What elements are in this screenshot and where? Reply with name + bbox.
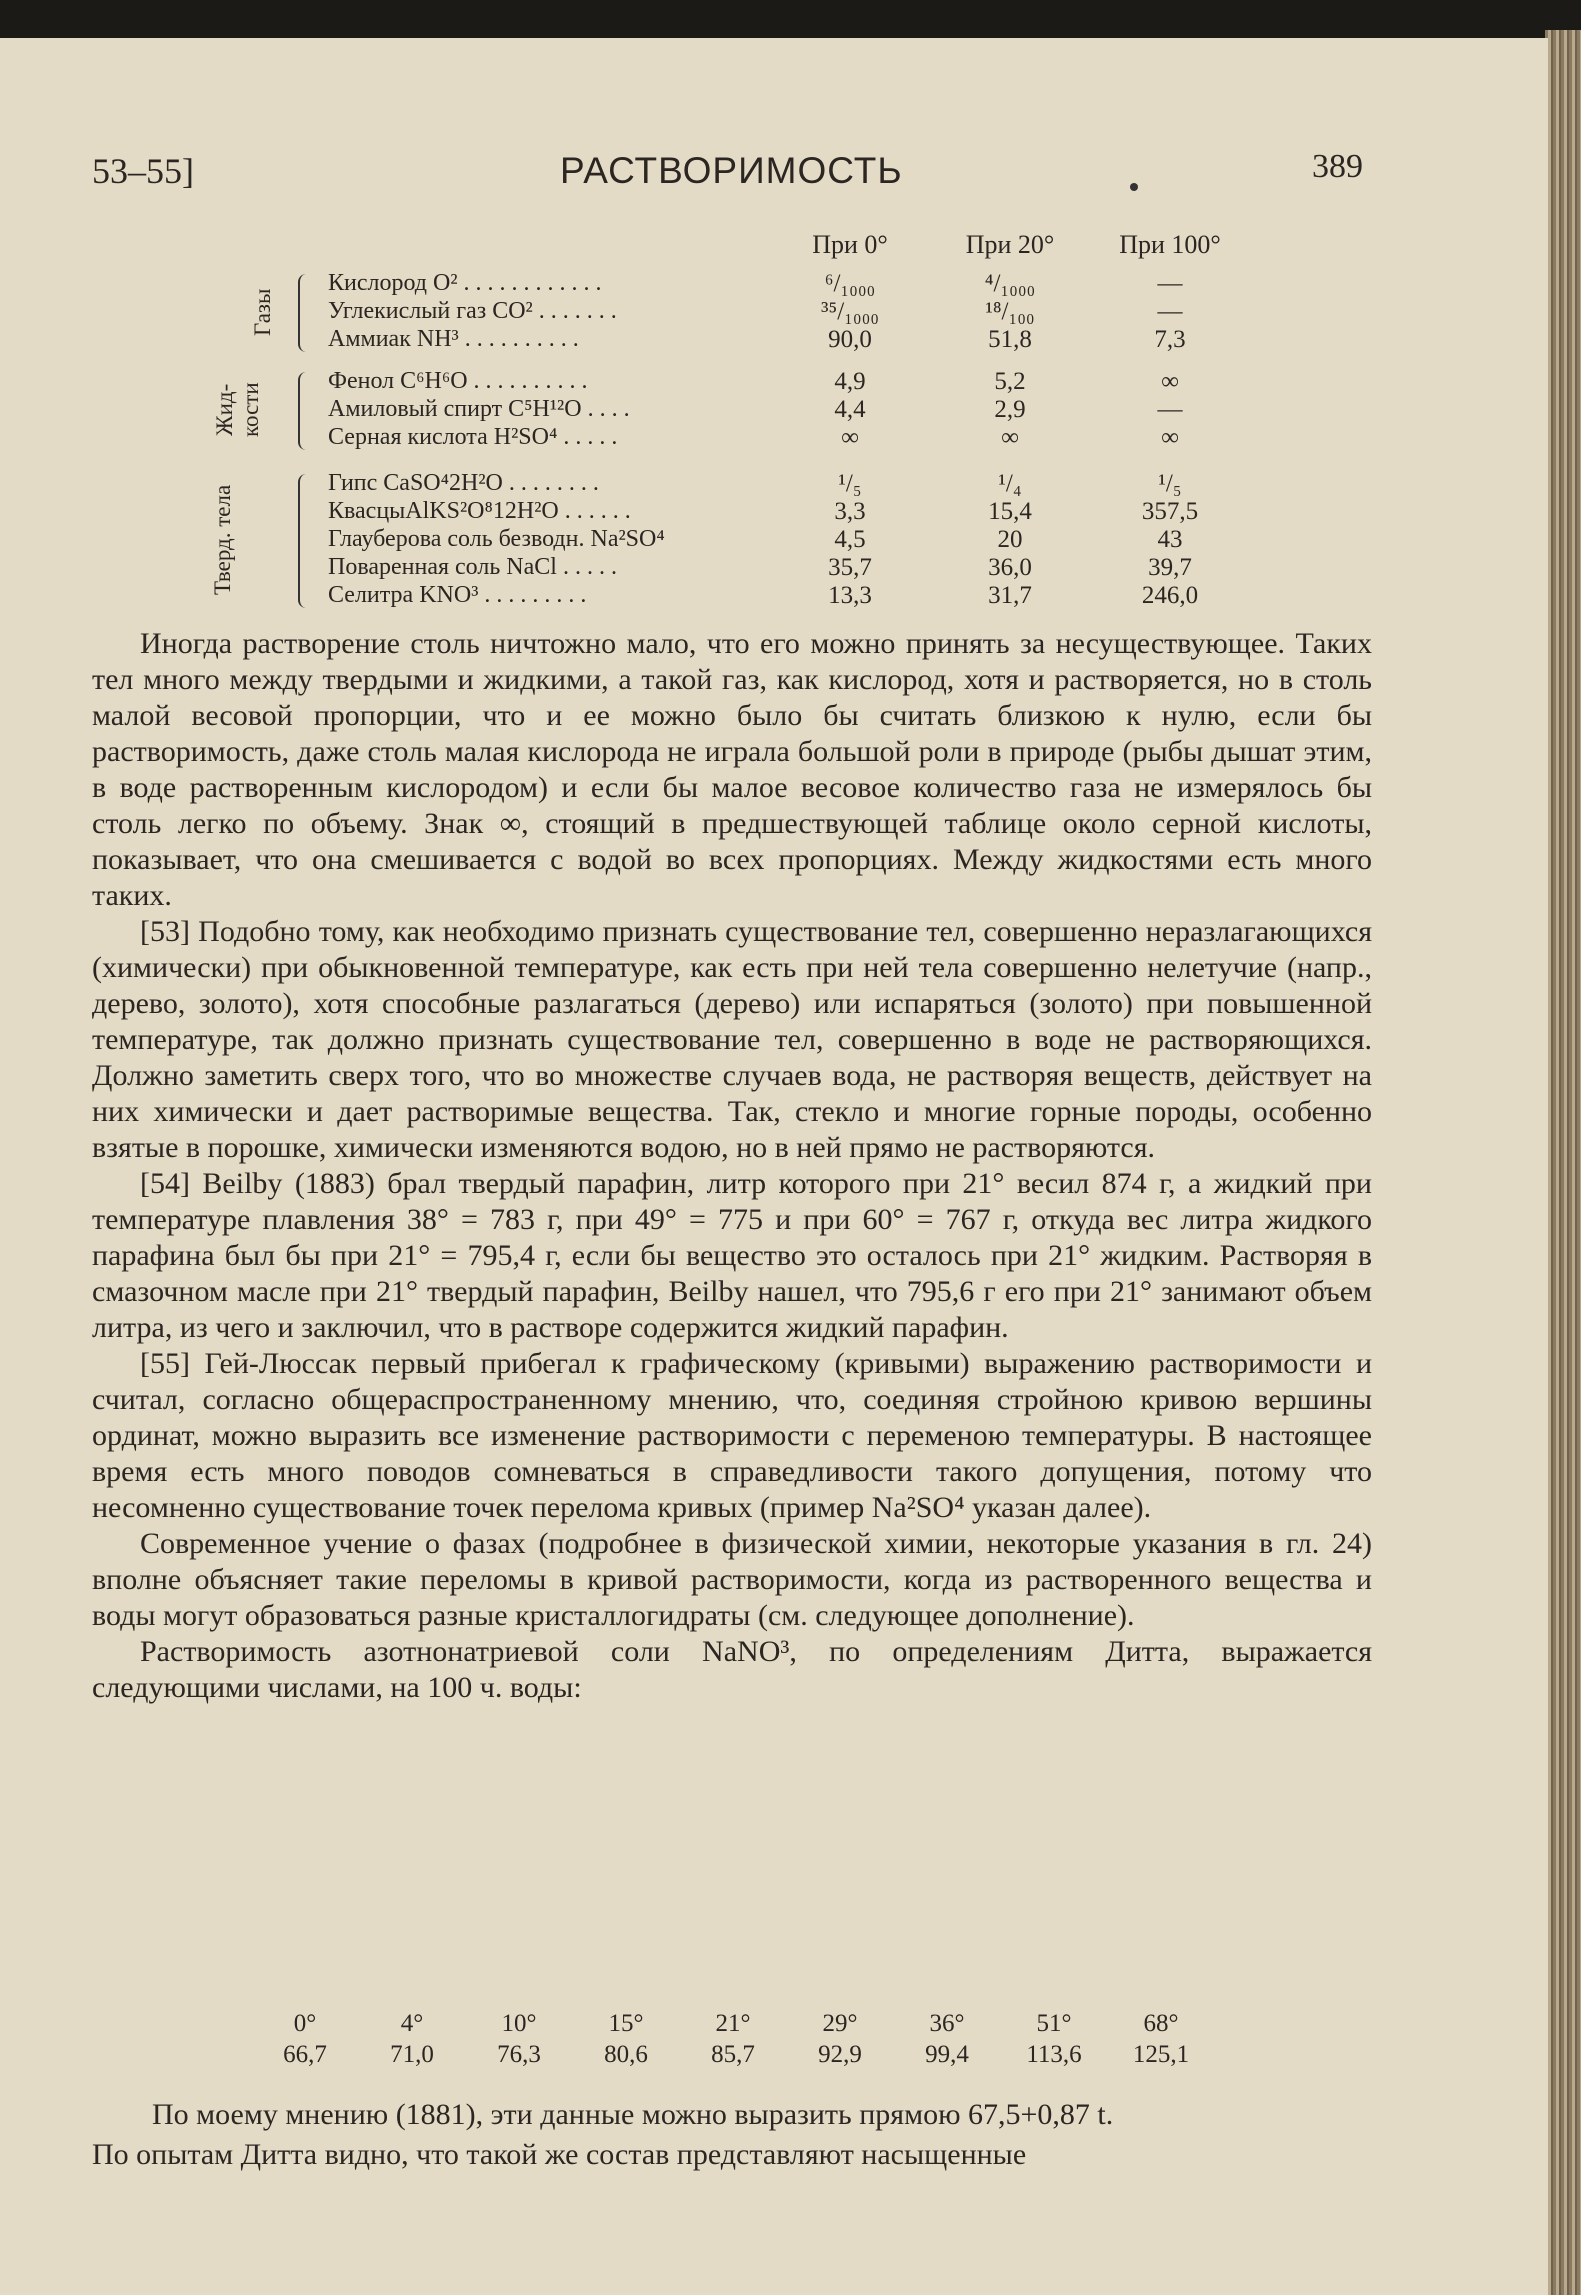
table-cell: 4,4 bbox=[834, 396, 866, 423]
solubility-column bbox=[581, 2008, 671, 2070]
solubility-value: 71,0 bbox=[390, 2041, 434, 2068]
table-cell: 90,0 bbox=[828, 326, 872, 353]
table-cell: ¹/₅ bbox=[838, 470, 862, 497]
solubility-column bbox=[1116, 2008, 1206, 2070]
substance-name: Селитра KNO³ . . . . . . . . . bbox=[328, 582, 587, 608]
group-label: Жид-кости bbox=[212, 382, 263, 438]
group-label: Тверд. тела bbox=[210, 484, 235, 596]
table-row bbox=[200, 498, 1240, 528]
table-cell: 51,8 bbox=[988, 326, 1032, 353]
paragraph: Современное учение о фазах (подробнее в физической химии, некоторые указания в гл. 24) вполне объясняет такие переломы в кривой растворимости, когда из растворенного вещества и воды могут образоваться разные кристаллогидраты (см. следующее дополнение). bbox=[92, 1527, 1372, 1632]
table-cell: ⁴/₁₀₀₀ bbox=[984, 270, 1036, 297]
temperature-value: 21° bbox=[715, 2010, 751, 2037]
table-cell: 15,4 bbox=[988, 498, 1032, 525]
substance-name: Поваренная соль NaCl . . . . . bbox=[328, 554, 617, 580]
substance-name: Гипс CaSO⁴2H²O . . . . . . . . bbox=[328, 470, 599, 496]
table-cell: 13,3 bbox=[828, 582, 872, 609]
table-cell: 4,5 bbox=[834, 526, 866, 553]
paragraph: [55] Гей-Люссак первый прибегал к графическому (кривыми) выражению растворимости и считал, согласно общераспространенному мнению, что, соединяя стройною кривою вершины ординат, можно выразить все изменение растворимости с переменою температуры. В настоящее время есть много поводов сомневаться в справедливости такого допущения, потому что несомненно существование точек перелома кривых (пример Na²SO⁴ указан далее). bbox=[92, 1347, 1372, 1524]
table-cell: ∞ bbox=[1161, 424, 1179, 451]
temperature-value: 68° bbox=[1143, 2010, 1179, 2037]
section-range: 53–55] bbox=[92, 151, 194, 191]
table-cell: ∞ bbox=[841, 424, 859, 451]
table-cell: ∞ bbox=[1001, 424, 1019, 451]
substance-name: Аммиак NH³ . . . . . . . . . . bbox=[328, 326, 579, 352]
table-row bbox=[200, 368, 1240, 398]
paragraph: По моему мнению (1881), эти данные можно выразить прямою 67,5+0,87 t. bbox=[152, 2098, 1114, 2131]
temperature-value: 15° bbox=[608, 2010, 644, 2037]
table-row bbox=[200, 396, 1240, 426]
table-row bbox=[200, 270, 1240, 300]
table-row bbox=[200, 554, 1240, 584]
table-cell: 7,3 bbox=[1154, 326, 1186, 353]
table-cell: 39,7 bbox=[1148, 554, 1192, 581]
solubility-column bbox=[260, 2008, 350, 2070]
solubility-value: 80,6 bbox=[604, 2041, 648, 2068]
book-spine bbox=[1545, 30, 1581, 2295]
table-cell: 20 bbox=[997, 526, 1023, 553]
solubility-value: 76,3 bbox=[497, 2041, 541, 2068]
table-cell: 36,0 bbox=[988, 554, 1032, 581]
table-cell: — bbox=[1157, 298, 1183, 325]
paragraph: [54] Beilby (1883) брал твердый парафин, литр которого при 21° весил 874 г, а жидкий при температуре плавления 38° = 783 г, при 49° = 775 и при 60° = 767 г, откуда вес литра жидкого парафина был бы при 21° = 795,4 г, если бы вещество это осталось при 21° жидким. Растворяя в смазочном масле при 21° твердый парафин, Beilby нашел, что 795,6 г его при 21° занимают объем литра, из чего и заключил, что в растворе содержится жидкий парафин. bbox=[92, 1167, 1372, 1344]
table-cell: 31,7 bbox=[988, 582, 1032, 609]
solubility-value: 92,9 bbox=[818, 2041, 862, 2068]
table-row bbox=[200, 326, 1240, 356]
substance-name: Глауберова соль безводн. Na²SO⁴ bbox=[328, 526, 665, 552]
paragraph: [53] Подобно тому, как необходимо признать существование тел, совершенно неразлагающихся (химически) при обыкновенной температуре, как есть при ней тела совершенно нелетучие (напр., дерево, золото), хотя способные разлагаться (дерево) или испаряться (золото) при повышенной температуре, так должно признать существование тел, совершенно в воде не растворяющихся. Должно заметить сверх того, что во множестве случаев вода, не растворяя веществ, действует на них химически и дает растворимые вещества. Так, стекло и многие горные породы, особенно взятые в порошке, химически изменяются водою, но в ней прямо не растворяются. bbox=[92, 915, 1372, 1164]
temperature-value: 10° bbox=[501, 2010, 537, 2037]
table-cell: 357,5 bbox=[1141, 498, 1199, 525]
substance-name: Фенол C⁶H⁶O . . . . . . . . . . bbox=[328, 368, 588, 394]
table-cell: 4,9 bbox=[834, 368, 866, 395]
table-cell: ¹/₄ bbox=[998, 470, 1022, 497]
paragraph: Растворимость азотнонатриевой соли NaNO³, по определениям Дитта, выражается следующими числами, на 100 ч. воды: bbox=[92, 1635, 1372, 1704]
solubility-column bbox=[902, 2008, 992, 2070]
column-header: При 0° bbox=[812, 230, 888, 259]
table-cell: — bbox=[1157, 396, 1183, 423]
solubility-column bbox=[474, 2008, 564, 2070]
temperature-value: 51° bbox=[1036, 2010, 1072, 2037]
table-row bbox=[200, 298, 1240, 328]
solubility-value: 66,7 bbox=[283, 2041, 327, 2068]
table-cell: ¹/₅ bbox=[1158, 470, 1182, 497]
temperature-value: 0° bbox=[293, 2010, 317, 2037]
solubility-value: 85,7 bbox=[711, 2041, 755, 2068]
column-header: При 100° bbox=[1119, 230, 1221, 259]
closing-text bbox=[92, 2095, 1372, 2175]
temperature-value: 29° bbox=[822, 2010, 858, 2037]
solubility-value: 113,6 bbox=[1026, 2041, 1082, 2068]
table-row bbox=[200, 424, 1240, 454]
temperature-value: 36° bbox=[929, 2010, 965, 2037]
solubility-column bbox=[795, 2008, 885, 2070]
solubility-column bbox=[367, 2008, 457, 2070]
solubility-value: 125,1 bbox=[1132, 2041, 1190, 2068]
page-number: 389 bbox=[1312, 148, 1363, 185]
table-cell: 43 bbox=[1157, 526, 1183, 553]
table-cell: 246,0 bbox=[1141, 582, 1199, 609]
table-cell: 2,9 bbox=[994, 396, 1026, 423]
paragraph: Иногда растворение столь ничтожно мало, что его можно принять за несуществующее. Таких тел много между твердыми и жидкими, а такой газ, как кислород, хотя и растворяется, но в столь малой весовой пропорции, что и ее можно было бы считать близкою к нулю, если бы растворимость, даже столь малая кислорода не играла большой роли в природе (рыбы дышат этим, в воде растворенным кислородом) и если бы малое весовое количество газа не измерялось бы столь легко по объему. Знак ∞, стоящий в предшествующей таблице около серной кислоты, показывает, что она смешивается с водой во всех пропорциях. Между жидкостями есть много таких. bbox=[92, 627, 1372, 912]
temperature-value: 4° bbox=[400, 2010, 424, 2037]
paragraph: По опытам Дитта видно, что такой же состав представляют насыщенные bbox=[92, 2138, 1027, 2171]
page-title: РАСТВОРИМОСТЬ bbox=[560, 150, 903, 191]
table-row bbox=[200, 470, 1240, 500]
substance-name: Серная кислота H²SO⁴ . . . . . bbox=[328, 424, 618, 450]
group-label: Газы bbox=[250, 288, 275, 336]
table-cell: ¹⁸/₁₀₀ bbox=[985, 298, 1035, 325]
table-cell: — bbox=[1157, 270, 1183, 297]
substance-name: Кислород O² . . . . . . . . . . . . bbox=[328, 270, 602, 296]
table-cell: ∞ bbox=[1161, 368, 1179, 395]
solubility-value: 99,4 bbox=[925, 2041, 969, 2068]
table-row bbox=[200, 582, 1240, 612]
table-cell: 3,3 bbox=[834, 498, 866, 525]
solubility-column bbox=[688, 2008, 778, 2070]
table-cell: 5,2 bbox=[994, 368, 1026, 395]
column-header: При 20° bbox=[965, 230, 1055, 259]
substance-name: Амиловый спирт C⁵H¹²O . . . . bbox=[328, 396, 630, 422]
ink-dot bbox=[1130, 183, 1138, 191]
table-row bbox=[200, 526, 1240, 556]
table-cell: ⁶/₁₀₀₀ bbox=[824, 270, 876, 297]
solubility-column bbox=[1009, 2008, 1099, 2070]
table-cell: ³⁵/₁₀₀₀ bbox=[820, 298, 880, 325]
substance-name: Углекислый газ CO² . . . . . . . bbox=[328, 298, 617, 324]
body-text bbox=[92, 626, 1372, 1706]
substance-name: КвасцыAlKS²O⁸12H²O . . . . . . bbox=[328, 498, 631, 524]
table-cell: 35,7 bbox=[828, 554, 872, 581]
